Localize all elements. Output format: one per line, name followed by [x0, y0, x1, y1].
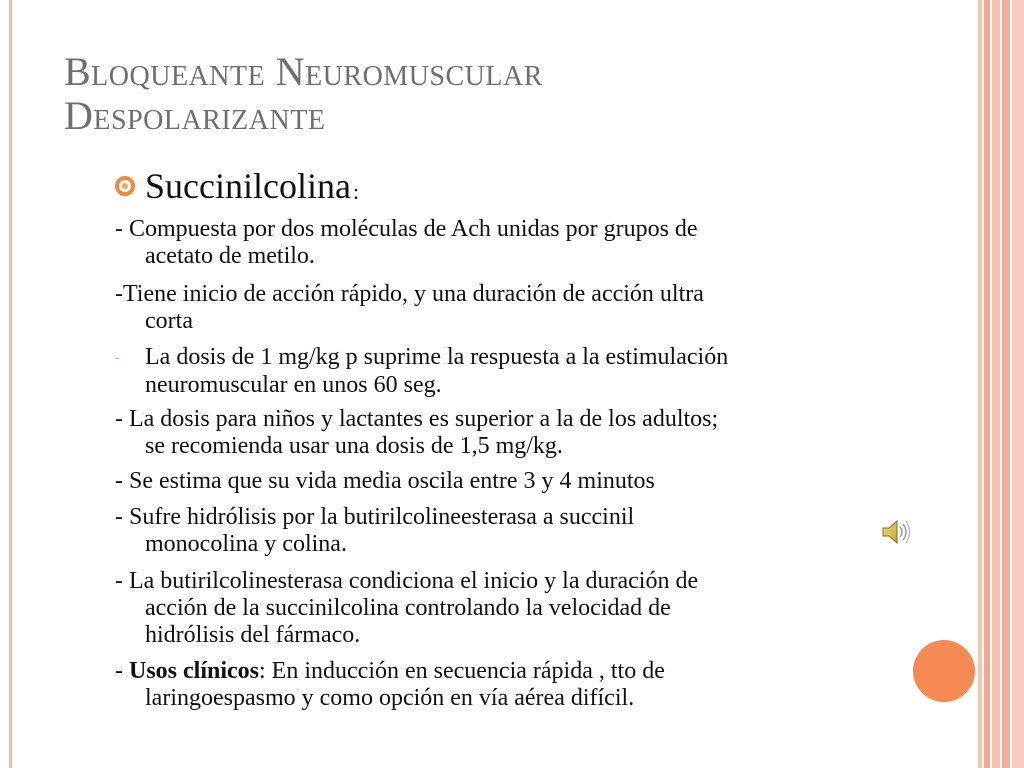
right-frame-stripe	[1012, 0, 1024, 768]
left-frame-stripe	[9, 0, 12, 768]
main-bullet-point	[115, 166, 359, 206]
list-item	[115, 406, 945, 460]
list-item-line: - La butirilcolinesterasa condiciona el inicio y la duración de	[115, 568, 699, 594]
list-item	[115, 344, 945, 399]
list-item-continuation: neuromuscular en unos 60 seg.	[145, 371, 442, 398]
slide-title-line-1: Bloqueante Neuromuscular	[64, 49, 543, 94]
small-dash-marker: -	[115, 351, 119, 364]
list-item-continuation: corta	[145, 308, 193, 334]
list-item	[115, 504, 945, 558]
list-item-continuation: se recomienda usar una dosis de 1,5 mg/kg.	[145, 433, 563, 459]
list-item-continuation: acetato de metilo.	[145, 243, 315, 269]
list-item	[115, 468, 945, 495]
list-item-line: - La dosis para niños y lactantes es superior a la de los adultos;	[115, 406, 719, 432]
right-frame-stripe	[1002, 0, 1010, 768]
list-item-prefix: -	[115, 658, 129, 684]
slide-title-line-2: Despolarizante	[64, 93, 326, 138]
main-point-colon: :	[352, 179, 360, 204]
list-item	[115, 216, 945, 270]
right-frame-stripe	[992, 0, 1000, 768]
list-item-line: - Compuesta por dos moléculas de Ach unidas por grupos de	[115, 216, 698, 242]
main-point-label: Succinilcolina	[145, 166, 351, 206]
list-item	[115, 658, 945, 712]
list-item	[115, 568, 945, 649]
list-item-continuation: acción de la succinilcolina controlando la velocidad de	[145, 595, 671, 621]
speaker-icon[interactable]	[880, 516, 912, 548]
slide-title	[64, 50, 964, 138]
ring-bullet-icon	[115, 176, 135, 196]
right-frame-stripe	[978, 0, 982, 768]
list-item-continuation: hidrólisis del fármaco.	[145, 622, 361, 648]
list-item	[115, 281, 945, 335]
list-item-line: - Sufre hidrólisis por la butirilcolineesterasa a succinil	[115, 504, 635, 530]
list-item-line: -Tiene inicio de acción rápido, y una duración de acción ultra	[115, 281, 704, 307]
list-item-line: : En inducción en secuencia rápida , tto de	[259, 658, 665, 684]
right-frame-stripe	[984, 0, 990, 768]
list-item-bold-label: Usos clínicos	[129, 658, 260, 684]
list-item-continuation: laringoespasmo y como opción en vía aérea difícil.	[145, 685, 635, 711]
list-item-line: La dosis de 1 mg/kg p suprime la respuesta a la estimulación	[145, 344, 729, 370]
list-item-line: - Se estima que su vida media oscila entre 3 y 4 minutos	[115, 468, 655, 494]
list-item-continuation: monocolina y colina.	[145, 531, 347, 557]
decorative-orange-circle	[913, 640, 975, 702]
